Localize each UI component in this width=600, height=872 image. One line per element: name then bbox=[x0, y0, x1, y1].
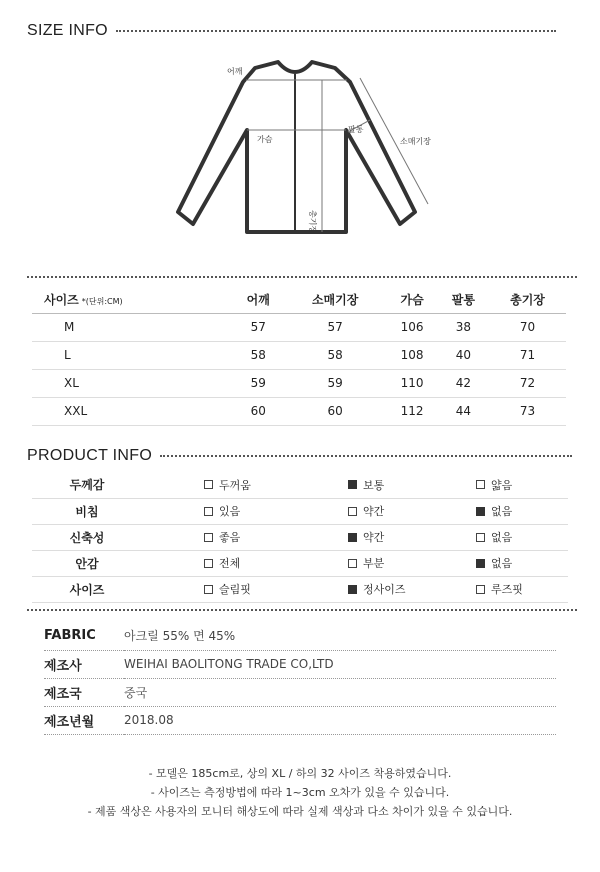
attribute-label: 신축성 bbox=[32, 524, 142, 550]
option bbox=[204, 477, 278, 493]
unchecked-box-icon bbox=[348, 507, 357, 516]
size-divider bbox=[27, 276, 577, 278]
option bbox=[204, 503, 278, 519]
chest-header: 가슴 bbox=[386, 287, 437, 313]
attribute-label: 두께감 bbox=[32, 472, 142, 498]
maker-value: WEIHAI BAOLITONG TRADE CO,LTD bbox=[124, 650, 556, 678]
option-label: 없음 bbox=[491, 505, 513, 518]
option-label: 두꺼움 bbox=[219, 478, 251, 492]
option-cell bbox=[278, 576, 414, 602]
fabric-value: 아크릴 55% 면 45% bbox=[124, 622, 556, 650]
value-cell: 44 bbox=[438, 397, 489, 425]
product-info-title: PRODUCT INFO bbox=[27, 447, 153, 464]
total-length-label: 총기장 bbox=[308, 210, 317, 234]
value-cell: 110 bbox=[386, 369, 437, 397]
unit-note: *(단위:CM) bbox=[81, 297, 123, 307]
value-cell: 38 bbox=[438, 313, 489, 341]
value-cell: 40 bbox=[438, 341, 489, 369]
option-cell bbox=[278, 524, 414, 550]
country-value: 중국 bbox=[124, 678, 556, 706]
shoulder-header: 어깨 bbox=[233, 287, 284, 313]
option bbox=[476, 581, 568, 597]
table-row bbox=[32, 369, 566, 397]
option-cell bbox=[142, 524, 278, 550]
product-info-header bbox=[27, 447, 572, 465]
maker-key: 제조사 bbox=[44, 650, 124, 678]
size-header-cell: 사이즈 *(단위:CM) bbox=[32, 287, 233, 313]
value-cell: 60 bbox=[233, 397, 284, 425]
note-line: - 사이즈는 측정방법에 따라 1~3cm 오차가 있을 수 있습니다. bbox=[150, 786, 450, 799]
value-cell: 58 bbox=[233, 341, 284, 369]
value-cell: 112 bbox=[386, 397, 437, 425]
option bbox=[348, 555, 414, 571]
option-cell bbox=[414, 498, 568, 524]
option bbox=[476, 503, 568, 519]
product-details-table bbox=[44, 622, 556, 735]
option-label: 슬림핏 bbox=[219, 583, 251, 596]
checked-box-icon bbox=[348, 533, 357, 542]
sleeve-header: 소매기장 bbox=[284, 287, 387, 313]
country-key: 제조국 bbox=[44, 678, 124, 706]
option-cell bbox=[414, 576, 568, 602]
value-cell: 57 bbox=[284, 313, 387, 341]
checked-box-icon bbox=[348, 480, 357, 489]
table-row bbox=[32, 498, 568, 524]
option-label: 얇음 bbox=[491, 478, 513, 492]
value-cell: 42 bbox=[438, 369, 489, 397]
value-cell: 106 bbox=[386, 313, 437, 341]
country-row bbox=[44, 678, 556, 706]
value-cell: 59 bbox=[284, 369, 387, 397]
option-label: 부분 bbox=[363, 557, 385, 570]
note-line: - 제품 색상은 사용자의 모니터 해상도에 따라 실제 색상과 다소 차이가 있을 수 있습니다. bbox=[87, 805, 513, 818]
option-cell bbox=[142, 576, 278, 602]
garment-diagram bbox=[160, 52, 450, 252]
value-cell: 58 bbox=[284, 341, 387, 369]
sleeve-length-label: 소매기장 bbox=[400, 137, 431, 146]
table-row bbox=[32, 576, 568, 602]
value-cell: 59 bbox=[233, 369, 284, 397]
value-cell: 60 bbox=[284, 397, 387, 425]
table-row bbox=[32, 550, 568, 576]
unchecked-box-icon bbox=[476, 533, 485, 542]
checked-box-icon bbox=[476, 507, 485, 516]
attribute-label: 사이즈 bbox=[32, 576, 142, 602]
chest-label: 가슴 bbox=[257, 135, 273, 144]
option bbox=[476, 477, 568, 493]
fabric-row bbox=[44, 622, 556, 650]
size-info-title: SIZE INFO bbox=[27, 22, 108, 39]
value-cell: 73 bbox=[489, 397, 566, 425]
value-cell: 72 bbox=[489, 369, 566, 397]
unchecked-box-icon bbox=[204, 480, 213, 489]
option-label: 보통 bbox=[363, 478, 385, 492]
option bbox=[348, 581, 414, 597]
length-header: 총기장 bbox=[489, 287, 566, 313]
size-cell: L bbox=[32, 341, 233, 369]
option bbox=[348, 503, 414, 519]
unchecked-box-icon bbox=[204, 533, 213, 542]
table-row bbox=[32, 341, 566, 369]
option-cell bbox=[142, 498, 278, 524]
size-info-header bbox=[27, 22, 556, 40]
arm-width-header: 팔통 bbox=[438, 287, 489, 313]
notes bbox=[0, 764, 600, 821]
option-cell bbox=[414, 472, 568, 498]
date-row bbox=[44, 706, 556, 734]
option-label: 없음 bbox=[491, 557, 513, 570]
note-line: - 모델은 185cm로, 상의 XL / 하의 32 사이즈 착용하였습니다. bbox=[148, 767, 452, 780]
unchecked-box-icon bbox=[204, 585, 213, 594]
option-label: 없음 bbox=[491, 531, 513, 544]
jacket-outline-icon bbox=[160, 52, 450, 252]
checked-box-icon bbox=[476, 559, 485, 568]
option-cell bbox=[278, 472, 414, 498]
value-cell: 70 bbox=[489, 313, 566, 341]
attribute-label: 안감 bbox=[32, 550, 142, 576]
date-key: 제조년월 bbox=[44, 706, 124, 734]
option bbox=[204, 581, 278, 597]
option-cell bbox=[142, 550, 278, 576]
size-cell: M bbox=[32, 313, 233, 341]
size-cell: XL bbox=[32, 369, 233, 397]
option-cell bbox=[278, 498, 414, 524]
table-row bbox=[32, 397, 566, 425]
date-value: 2018.08 bbox=[124, 706, 556, 734]
header-divider bbox=[160, 455, 572, 457]
shoulder-label: 어깨 bbox=[227, 67, 243, 76]
table-row bbox=[32, 524, 568, 550]
maker-row bbox=[44, 650, 556, 678]
table-row bbox=[32, 313, 566, 341]
option bbox=[204, 555, 278, 571]
product-attribute-table bbox=[32, 472, 568, 603]
size-cell: XXL bbox=[32, 397, 233, 425]
header-divider bbox=[116, 30, 556, 32]
option-cell bbox=[414, 550, 568, 576]
value-cell: 71 bbox=[489, 341, 566, 369]
option-cell bbox=[142, 472, 278, 498]
unchecked-box-icon bbox=[204, 507, 213, 516]
unchecked-box-icon bbox=[476, 480, 485, 489]
unchecked-box-icon bbox=[348, 559, 357, 568]
option-label: 좋음 bbox=[219, 531, 241, 544]
option bbox=[348, 477, 414, 493]
option-label: 약간 bbox=[363, 531, 385, 544]
option-cell bbox=[414, 524, 568, 550]
fabric-key: FABRIC bbox=[44, 622, 124, 650]
size-table-header bbox=[32, 287, 566, 313]
arm-width-label: 팔통 bbox=[348, 125, 364, 134]
option bbox=[476, 555, 568, 571]
option-label: 약간 bbox=[363, 505, 385, 518]
unchecked-box-icon bbox=[204, 559, 213, 568]
option bbox=[204, 529, 278, 545]
product-divider bbox=[27, 609, 577, 611]
option-label: 전체 bbox=[219, 557, 241, 570]
option-label: 정사이즈 bbox=[363, 583, 406, 596]
option bbox=[348, 529, 414, 545]
option-cell bbox=[278, 550, 414, 576]
value-cell: 108 bbox=[386, 341, 437, 369]
size-table bbox=[32, 287, 566, 426]
checked-box-icon bbox=[348, 585, 357, 594]
value-cell: 57 bbox=[233, 313, 284, 341]
attribute-label: 비침 bbox=[32, 498, 142, 524]
option-label: 루즈핏 bbox=[491, 583, 523, 596]
table-row bbox=[32, 472, 568, 498]
unchecked-box-icon bbox=[476, 585, 485, 594]
option bbox=[476, 529, 568, 545]
option-label: 있음 bbox=[219, 505, 241, 518]
